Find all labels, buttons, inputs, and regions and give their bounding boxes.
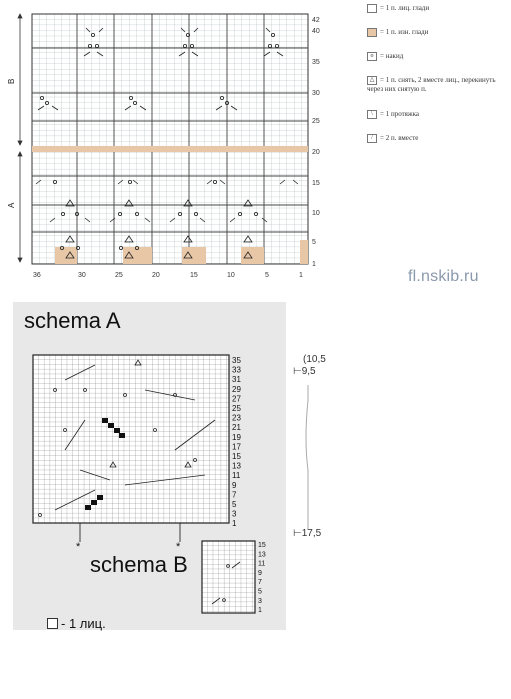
schema-a-row-label: 25 (232, 404, 241, 413)
schema-b-chart (200, 538, 280, 618)
dim-2: ⊢9,5 (293, 366, 316, 377)
col-label: 15 (190, 272, 198, 279)
schema-b-row-label: 15 (258, 542, 266, 549)
schema-b-row-label: 13 (258, 551, 266, 559)
row-label: 30 (312, 90, 320, 97)
section-b-label: B (7, 78, 16, 84)
schema-b-row-label: 11 (258, 560, 266, 568)
empty-square-icon (367, 4, 377, 13)
triangle-decrease-icon: △ (367, 76, 377, 85)
legend-item-slip: \ = 1 протяжка (367, 110, 419, 119)
legend-item-purl: = 1 п. изн. глади (367, 28, 428, 37)
row-label: 1 (312, 261, 316, 268)
row-label: 35 (312, 59, 320, 66)
col-label: 20 (152, 272, 160, 279)
schema-a-row-label: 35 (232, 356, 241, 365)
col-label: 1 (299, 272, 303, 279)
dim-1: (10,5 (303, 354, 326, 365)
schema-a-row-label: 27 (232, 394, 241, 404)
col-label: 36 (33, 272, 41, 279)
schema-b-row-label: 1 (258, 607, 262, 615)
legend-item-k2tog: / = 2 п. вместе (367, 134, 418, 143)
schema-a-row-label: 33 (232, 365, 241, 375)
shaded-square-icon (367, 28, 377, 37)
slash-line-icon: \ (367, 110, 377, 119)
schema-a-row-label: 11 (232, 471, 241, 481)
watermark: fl.nskib.ru (408, 268, 479, 285)
col-label: 10 (227, 272, 235, 279)
schema-a-row-label: 17 (232, 442, 241, 452)
schema-a-row-label: 3 (232, 509, 237, 519)
col-label: 5 (265, 272, 269, 279)
purl-row (32, 146, 308, 152)
schema-a-row-label: 23 (232, 413, 241, 423)
footnote: - 1 лиц. (47, 616, 106, 631)
row-label: 20 (312, 149, 320, 156)
schema-b-title: schema B (90, 552, 188, 577)
schema-a-row-label: 7 (232, 490, 237, 500)
circle-yarn-over-icon: o (367, 52, 377, 61)
schema-b-row-label: 7 (258, 579, 262, 587)
schema-a-row-label: 31 (232, 375, 241, 385)
row-label: 5 (312, 239, 316, 246)
row-label: 40 (312, 28, 320, 35)
schema-a-title: schema A (24, 308, 121, 333)
knit-square-icon (47, 618, 58, 629)
marker-right: * (176, 541, 181, 550)
schema-a-row-label: 13 (232, 461, 241, 471)
garment-outline (293, 350, 333, 540)
schema-b-row-label: 3 (258, 597, 262, 605)
schema-a-row-label: 19 (232, 432, 241, 442)
schema-b-row-label: 5 (258, 588, 262, 596)
marker-left: * (76, 541, 81, 550)
schema-a-row-label: 5 (232, 500, 237, 509)
row-label: 25 (312, 118, 320, 125)
schema-a-row-label: 29 (232, 384, 241, 394)
dim-3: ⊢17,5 (293, 528, 322, 539)
section-a-label: A (7, 202, 16, 208)
schema-a-row-label: 15 (232, 452, 241, 461)
outline-shape (298, 380, 333, 530)
backslash-line-icon: / (367, 134, 377, 143)
schema-a-chart (25, 350, 270, 550)
schema-b-row-label: 9 (258, 569, 262, 577)
knitting-chart-top (0, 0, 360, 285)
col-label: 30 (78, 272, 86, 279)
col-label: 25 (115, 272, 123, 279)
row-label: 15 (312, 180, 320, 187)
row-label: 10 (312, 210, 320, 217)
schema-a-row-label: 9 (232, 480, 237, 490)
row-label: 42 (312, 17, 320, 24)
schema-a-row-label: 21 (232, 423, 241, 433)
legend-item-decrease: △ = 1 п. снять, 2 вместе лиц., перекинуть через них снятую п. (367, 76, 496, 94)
legend-item-yarn-over: o = накид (367, 52, 403, 61)
schema-a-row-label: 1 (232, 519, 237, 529)
legend-item-knit: = 1 п. лиц. глади (367, 4, 429, 13)
